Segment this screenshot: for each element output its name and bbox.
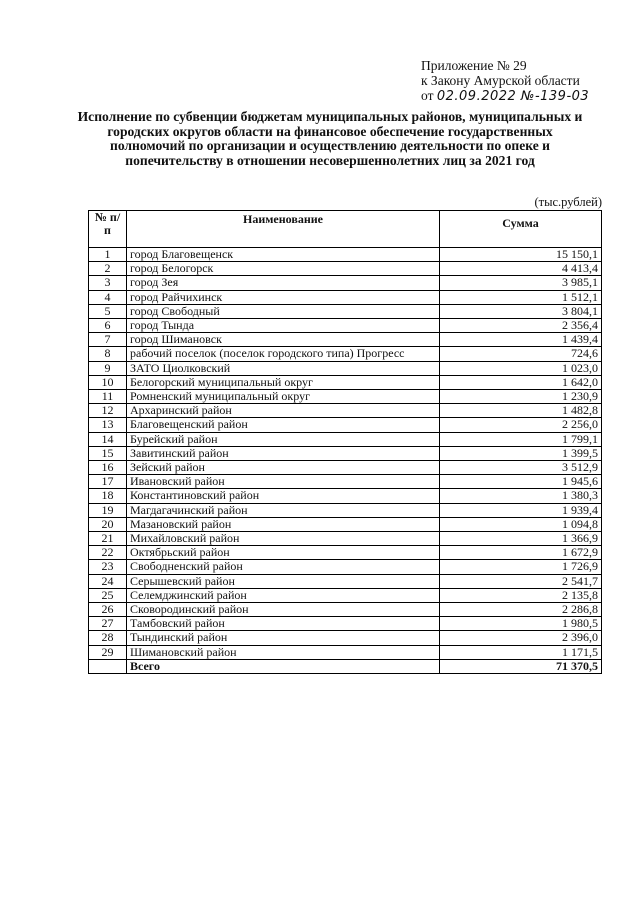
- row-sum: 3 512,9: [440, 461, 602, 475]
- row-name: рабочий поселок (поселок городского типа) Прогресс: [127, 347, 440, 361]
- row-name: Свободненский район: [127, 560, 440, 574]
- row-number: 7: [89, 333, 127, 347]
- handwritten-date-number: 02.09.2022 №-139-03: [436, 89, 590, 104]
- table-row: [89, 503, 602, 517]
- row-name: Зейский район: [127, 461, 440, 475]
- row-sum: 1 094,8: [440, 517, 602, 531]
- row-sum: 1 399,5: [440, 446, 602, 460]
- row-name: ЗАТО Циолковский: [127, 361, 440, 375]
- row-sum: 1 980,5: [440, 617, 602, 631]
- row-sum: 1 171,5: [440, 645, 602, 659]
- row-name: Тамбовский район: [127, 617, 440, 631]
- row-sum: 2 256,0: [440, 418, 602, 432]
- appendix-date-prefix: от: [421, 88, 434, 103]
- table-row: [89, 304, 602, 318]
- row-name: Сковородинский район: [127, 603, 440, 617]
- total-num: [89, 659, 127, 673]
- table-row: [89, 489, 602, 503]
- row-number: 9: [89, 361, 127, 375]
- total-label: Всего: [127, 659, 440, 673]
- row-name: город Белогорск: [127, 262, 440, 276]
- table-row: [89, 375, 602, 389]
- table-row: [89, 645, 602, 659]
- row-name: город Тында: [127, 319, 440, 333]
- row-number: 5: [89, 304, 127, 318]
- row-sum: 1 482,8: [440, 404, 602, 418]
- row-number: 23: [89, 560, 127, 574]
- row-sum: 1 672,9: [440, 546, 602, 560]
- row-sum: 724,6: [440, 347, 602, 361]
- row-sum: 1 380,3: [440, 489, 602, 503]
- row-sum: 1 726,9: [440, 560, 602, 574]
- header-num: № п/п: [89, 211, 127, 248]
- row-number: 28: [89, 631, 127, 645]
- row-number: 4: [89, 290, 127, 304]
- row-sum: 1 799,1: [440, 432, 602, 446]
- table-header-row: [89, 211, 602, 248]
- table-row: [89, 446, 602, 460]
- row-number: 29: [89, 645, 127, 659]
- table-row: [89, 517, 602, 531]
- row-name: Мазановский район: [127, 517, 440, 531]
- row-name: Белогорский муниципальный округ: [127, 375, 440, 389]
- row-sum: 2 135,8: [440, 588, 602, 602]
- row-name: город Шимановск: [127, 333, 440, 347]
- row-name: Серышевский район: [127, 574, 440, 588]
- row-sum: 1 230,9: [440, 390, 602, 404]
- row-number: 26: [89, 603, 127, 617]
- row-sum: 2 356,4: [440, 319, 602, 333]
- table-row: [89, 617, 602, 631]
- row-number: 20: [89, 517, 127, 531]
- table-row: [89, 248, 602, 262]
- row-number: 19: [89, 503, 127, 517]
- row-sum: 2 396,0: [440, 631, 602, 645]
- row-sum: 2 541,7: [440, 574, 602, 588]
- row-number: 2: [89, 262, 127, 276]
- row-number: 16: [89, 461, 127, 475]
- row-sum: 1 366,9: [440, 532, 602, 546]
- row-name: Селемджинский район: [127, 588, 440, 602]
- row-number: 18: [89, 489, 127, 503]
- table-row: [89, 333, 602, 347]
- row-sum: 1 023,0: [440, 361, 602, 375]
- row-number: 22: [89, 546, 127, 560]
- table-row: [89, 560, 602, 574]
- table-row: [89, 319, 602, 333]
- table-row: [89, 432, 602, 446]
- table-row: [89, 631, 602, 645]
- row-name: Благовещенский район: [127, 418, 440, 432]
- row-name: Архаринский район: [127, 404, 440, 418]
- header-sum: Сумма: [440, 211, 602, 248]
- row-sum: 4 413,4: [440, 262, 602, 276]
- table-body: [89, 248, 602, 674]
- table-row: [89, 546, 602, 560]
- total-row: [89, 659, 602, 673]
- table-row: [89, 461, 602, 475]
- row-sum: 1 512,1: [440, 290, 602, 304]
- table-row: [89, 290, 602, 304]
- appendix-number: Приложение № 29: [421, 58, 527, 73]
- row-sum: 2 286,8: [440, 603, 602, 617]
- table-row: [89, 390, 602, 404]
- row-name: Михайловский район: [127, 532, 440, 546]
- row-number: 15: [89, 446, 127, 460]
- row-name: город Зея: [127, 276, 440, 290]
- row-number: 25: [89, 588, 127, 602]
- table-row: [89, 262, 602, 276]
- row-name: Октябрьский район: [127, 546, 440, 560]
- table-row: [89, 475, 602, 489]
- row-sum: 3 985,1: [440, 276, 602, 290]
- unit-label: (тыс.рублей): [534, 195, 602, 209]
- row-number: 6: [89, 319, 127, 333]
- row-sum: 1 642,0: [440, 375, 602, 389]
- row-name: Бурейский район: [127, 432, 440, 446]
- row-name: Константиновский район: [127, 489, 440, 503]
- total-sum: 71 370,5: [440, 659, 602, 673]
- table-row: [89, 404, 602, 418]
- row-number: 10: [89, 375, 127, 389]
- row-number: 14: [89, 432, 127, 446]
- table-row: [89, 276, 602, 290]
- row-number: 3: [89, 276, 127, 290]
- table-row: [89, 574, 602, 588]
- appendix-date-line: [421, 88, 589, 104]
- row-name: город Благовещенск: [127, 248, 440, 262]
- row-name: Тындинский район: [127, 631, 440, 645]
- table-row: [89, 532, 602, 546]
- row-number: 21: [89, 532, 127, 546]
- row-number: 12: [89, 404, 127, 418]
- row-name: Ромненский муниципальный округ: [127, 390, 440, 404]
- row-name: город Райчихинск: [127, 290, 440, 304]
- row-number: 8: [89, 347, 127, 361]
- table-row: [89, 347, 602, 361]
- row-sum: 3 804,1: [440, 304, 602, 318]
- row-name: Магдагачинский район: [127, 503, 440, 517]
- row-number: 24: [89, 574, 127, 588]
- row-name: Ивановский район: [127, 475, 440, 489]
- document-title: Исполнение по субвенции бюджетам муниципальных районов, муниципальных и городских округов области на финансовое обеспечение государственных полномочий по организации и осуществлению деятельности по опеке и попечительству в отношении несовершеннолетних лиц за 2021 год: [77, 109, 583, 168]
- row-number: 13: [89, 418, 127, 432]
- row-sum: 1 945,6: [440, 475, 602, 489]
- row-name: Шимановский район: [127, 645, 440, 659]
- appendix-law: к Закону Амурской области: [421, 73, 580, 88]
- row-number: 1: [89, 248, 127, 262]
- row-name: город Свободный: [127, 304, 440, 318]
- row-number: 27: [89, 617, 127, 631]
- table-row: [89, 361, 602, 375]
- row-sum: 1 439,4: [440, 333, 602, 347]
- row-number: 17: [89, 475, 127, 489]
- row-sum: 1 939,4: [440, 503, 602, 517]
- table-row: [89, 588, 602, 602]
- row-sum: 15 150,1: [440, 248, 602, 262]
- table-row: [89, 603, 602, 617]
- subvention-table: [88, 210, 602, 674]
- table-row: [89, 418, 602, 432]
- appendix-note: [421, 58, 589, 104]
- header-name: Наименование: [127, 211, 440, 248]
- row-number: 11: [89, 390, 127, 404]
- row-name: Завитинский район: [127, 446, 440, 460]
